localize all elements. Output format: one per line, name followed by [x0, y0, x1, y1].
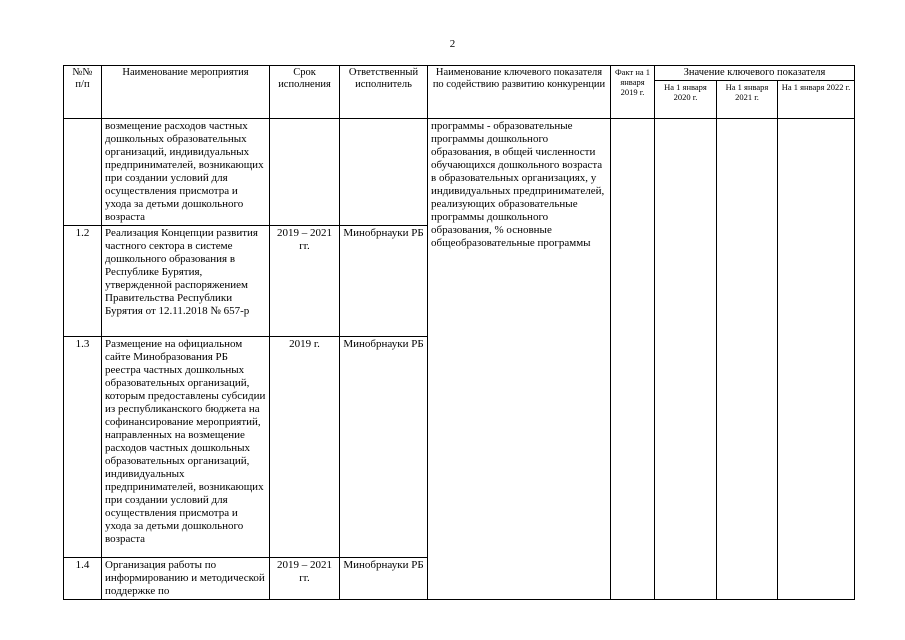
- row-measure: Организация работы по информированию и методической поддержке по: [102, 558, 270, 600]
- header-responsible: Ответственный исполнитель: [340, 66, 428, 119]
- page-number: 2: [449, 38, 456, 50]
- row-term: 2019 – 2021 гг.: [270, 558, 340, 600]
- row-responsible: Минобрнауки РБ: [340, 226, 428, 337]
- header-term: Срок исполнения: [270, 66, 340, 119]
- header-2021: На 1 января 2021 г.: [717, 81, 778, 119]
- table-row: [64, 119, 855, 226]
- header-fact: Факт на 1 января 2019 г.: [611, 66, 655, 119]
- row-term: [270, 119, 340, 226]
- value-2021-cell: [717, 119, 778, 600]
- row-no: 1.2: [64, 226, 102, 337]
- header-no: №№ п/п: [64, 66, 102, 119]
- header-indicator-value: Значение ключевого показателя: [655, 66, 855, 81]
- header-2022: На 1 января 2022 г.: [778, 81, 855, 119]
- row-measure: Размещение на официальном сайте Минобразования РБ реестра частных дошкольных образовательных организаций, которым предоставлены субсидии из республиканского бюджета на софинансирование мероприятий, направленных на возмещение расходов частных дошкольных образовательных организаций, индивидуальных предпринимателей, возникающих при создании условий для осуществления присмотра и ухода за детьми дошкольного возраста: [102, 337, 270, 558]
- row-responsible: Минобрнауки РБ: [340, 558, 428, 600]
- row-term: 2019 г.: [270, 337, 340, 558]
- row-measure: возмещение расходов частных дошкольных образовательных организаций, индивидуальных предпринимателей, возникающих при создании условий для осуществления присмотра и ухода за детьми дошкольного возраста: [102, 119, 270, 226]
- fact-cell: [611, 119, 655, 600]
- row-responsible: [340, 119, 428, 226]
- row-term: 2019 – 2021 гг.: [270, 226, 340, 337]
- value-2020-cell: [655, 119, 717, 600]
- row-responsible: Минобрнауки РБ: [340, 337, 428, 558]
- header-row: [64, 66, 855, 81]
- value-2022-cell: [778, 119, 855, 600]
- row-no: [64, 119, 102, 226]
- row-no: 1.3: [64, 337, 102, 558]
- indicator-cell: программы - образовательные программы дошкольного образования, в общей численности обучающихся дошкольного возраста в образовательных организациях, у индивидуальных предпринимателей, реализующих образовательные программы дошкольного образования, % основные общеобразовательные программы: [428, 119, 611, 600]
- row-measure: Реализация Концепции развития частного сектора в системе дошкольного образования в Республике Бурятия, утвержденной распоряжением Правительства Республики Бурятия от 12.11.2018 № 657-р: [102, 226, 270, 337]
- header-measure-name: Наименование мероприятия: [102, 66, 270, 119]
- header-indicator: Наименование ключевого показателя по содействию развитию конкуренции: [428, 66, 611, 119]
- measures-table: [63, 65, 855, 600]
- header-2020: На 1 января 2020 г.: [655, 81, 717, 119]
- row-no: 1.4: [64, 558, 102, 600]
